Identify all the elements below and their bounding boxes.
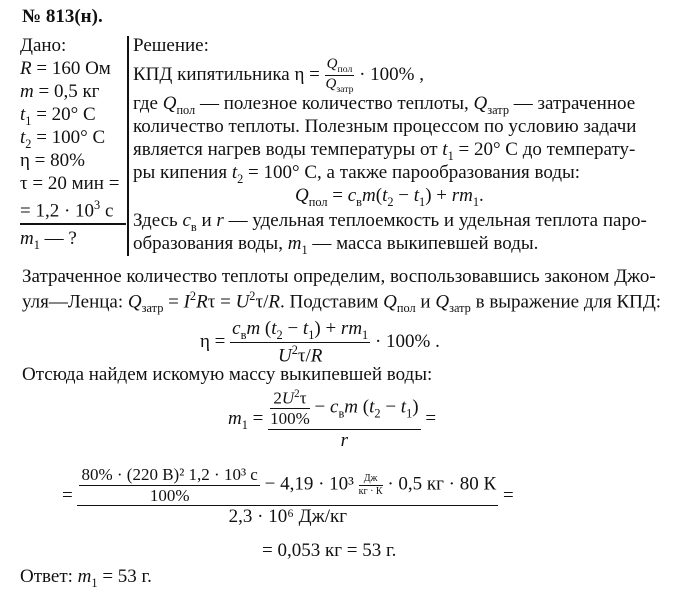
answer: Ответ: $m_1 = 53$ г. — [20, 566, 152, 590]
given-item: m = 0,5 кг — [20, 81, 100, 102]
result-line: = 0,053 кг = 53 г. — [262, 540, 397, 561]
solution-line: является нагрев воды температуры от $t_1 = 20^\circ$ С до температу- — [133, 139, 636, 163]
problem-number: № 813(н). — [22, 6, 103, 27]
solution-heading: Решение: — [133, 35, 209, 56]
efficiency-equation: η = $\frac{c_вm (t_2 - t_1) + rm_1}{U^2\tau/R}$ · 100% . — [200, 318, 440, 367]
given-item: η = 80% — [20, 150, 85, 171]
body-paragraph: уля—Ленца: $Q_{затр} = I^2R\tau = U^2\tau/R$. Подставим $Q_{пол}$ и $Q_{затр}$ в выражение для КПД: — [22, 289, 662, 316]
efficiency-formula: КПД кипятильника η = $\frac{Q_{пол}}{Q_{затр}}$ · 100% , — [133, 56, 424, 96]
given-item: τ = 20 мин = — [20, 173, 120, 194]
mass-equation: $m_1$ = $\frac{2U^2\tau}{100\%}$ − $c_вm$ $(t_2 - t_1)$ r = — [228, 388, 437, 451]
solution-line: образования воды, $m_1$ — масса выкипевшей воды. — [133, 233, 539, 257]
solution-line: где $Q_{пол}$ — полезное количество теплоты, $Q_{затр}$ — затраченное — [133, 93, 636, 117]
useful-heat-formula: $Q_{пол} = c_вm(t_2 - t_1) + rm_1$. — [295, 185, 484, 209]
numeric-substitution: = $\frac{\text{80\% · (220 В)² 1,2 · 10³ с}}{100\%}$ − 4,19 · 10³ $\frac{Дж}{кг \cdot К}$ · 0,5 кг · 80 К 2,3 · 10⁶ Дж/кг = — [62, 465, 514, 528]
given-unknown: $m_1$ — ? — [20, 228, 77, 252]
given-item: $t_1 = 20^\circ$ С — [20, 104, 96, 128]
solution-line: ры кипения $t_2 = 100^\circ$ С, а также парообразования воды: — [133, 162, 581, 186]
given-item: $t_2 = 100^\circ$ С — [20, 127, 106, 151]
given-item: = $1,2 \cdot 10^3$ с — [20, 198, 114, 222]
body-paragraph: Отсюда найдем искомую массу выкипевшей воды: — [22, 364, 433, 385]
given-heading: Дано: — [20, 35, 67, 56]
given-vertical-divider — [127, 36, 129, 256]
solution-line: Здесь $c_в$ и r — удельная теплоемкость и удельная теплота паро- — [133, 210, 647, 234]
body-paragraph: Затраченное количество теплоты определим, воспользовавшись законом Джо- — [22, 266, 656, 287]
solution-line: количество теплоты. Полезным процессом по условию задачи — [133, 116, 637, 137]
given-item: R = 160 Ом — [20, 58, 111, 79]
given-divider — [20, 223, 126, 225]
